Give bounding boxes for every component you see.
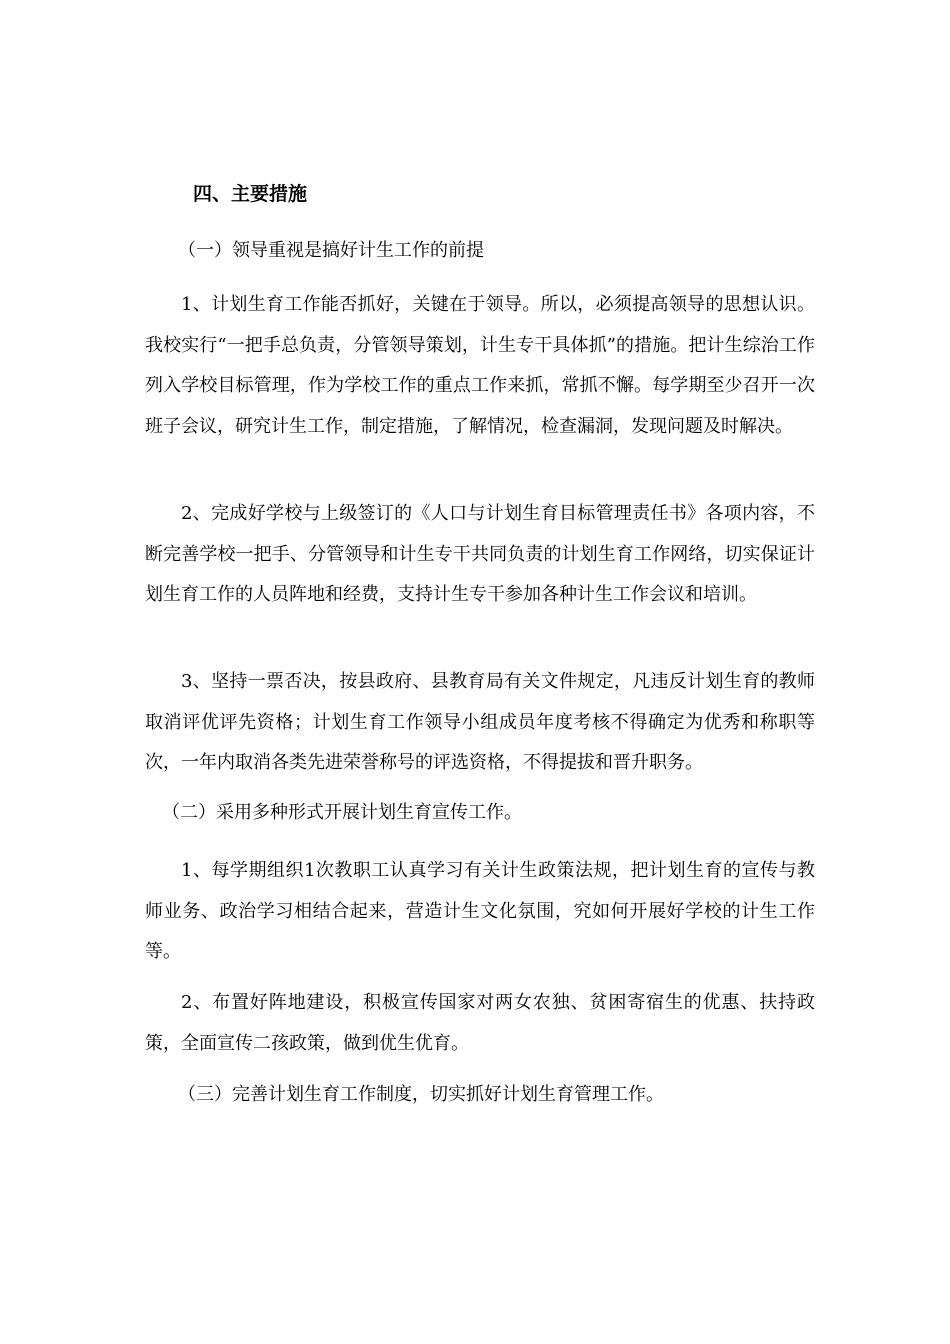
subsection-title-2: （二）采用多种形式开展计划生育宣传工作。 bbox=[162, 802, 522, 823]
paragraph-2-1: 1、每学期组织1次教职工认真学习有关计生政策法规，把计划生育的宣传与教师业务、政治学习相结合起来，营造计生文化氛围，究如何开展好学校的计生工作等。 bbox=[145, 860, 815, 962]
paragraph-2-2: 2、布置好阵地建设，积极宣传国家对两女农独、贫困寄宿生的优惠、扶持政策，全面宣传二孩政策，做到优生优育。 bbox=[145, 992, 815, 1054]
subsection-title-3: （三）完善计划生育工作制度，切实抓好计划生育管理工作。 bbox=[178, 1084, 664, 1105]
paragraph-1-2: 2、完成好学校与上级签订的《人口与计划生育目标管理责任书》各项内容，不断完善学校一把手、分管领导和计生专干共同负责的计划生育工作网络，切实保证计划生育工作的人员阵地和经费，支持计生专干参加各种计生工作会议和培训。 bbox=[145, 503, 815, 605]
paragraph-1-1: 1、计划生育工作能否抓好，关键在于领导。所以，必须提高领导的思想认识。我校实行“一把手总负责，分管领导策划，计生专干具体抓”的措施。把计生综治工作列入学校目标管理，作为学校工作的重点工作来抓，常抓不懈。每学期至少召开一次班子会议，研究计生工作，制定措施，了解情况，检查漏洞，发现问题及时解决。 bbox=[145, 294, 815, 437]
subsection-title-1: （一）领导重视是搞好计生工作的前提 bbox=[178, 240, 484, 261]
section-heading: 四、主要措施 bbox=[193, 183, 308, 205]
paragraph-1-3: 3、坚持一票否决，按县政府、县教育局有关文件规定，凡违反计划生育的教师取消评优评先资格；计划生育工作领导小组成员年度考核不得确定为优秀和称职等次，一年内取消各类先进荣誉称号的评选资格，不得提拔和晋升职务。 bbox=[145, 671, 815, 773]
